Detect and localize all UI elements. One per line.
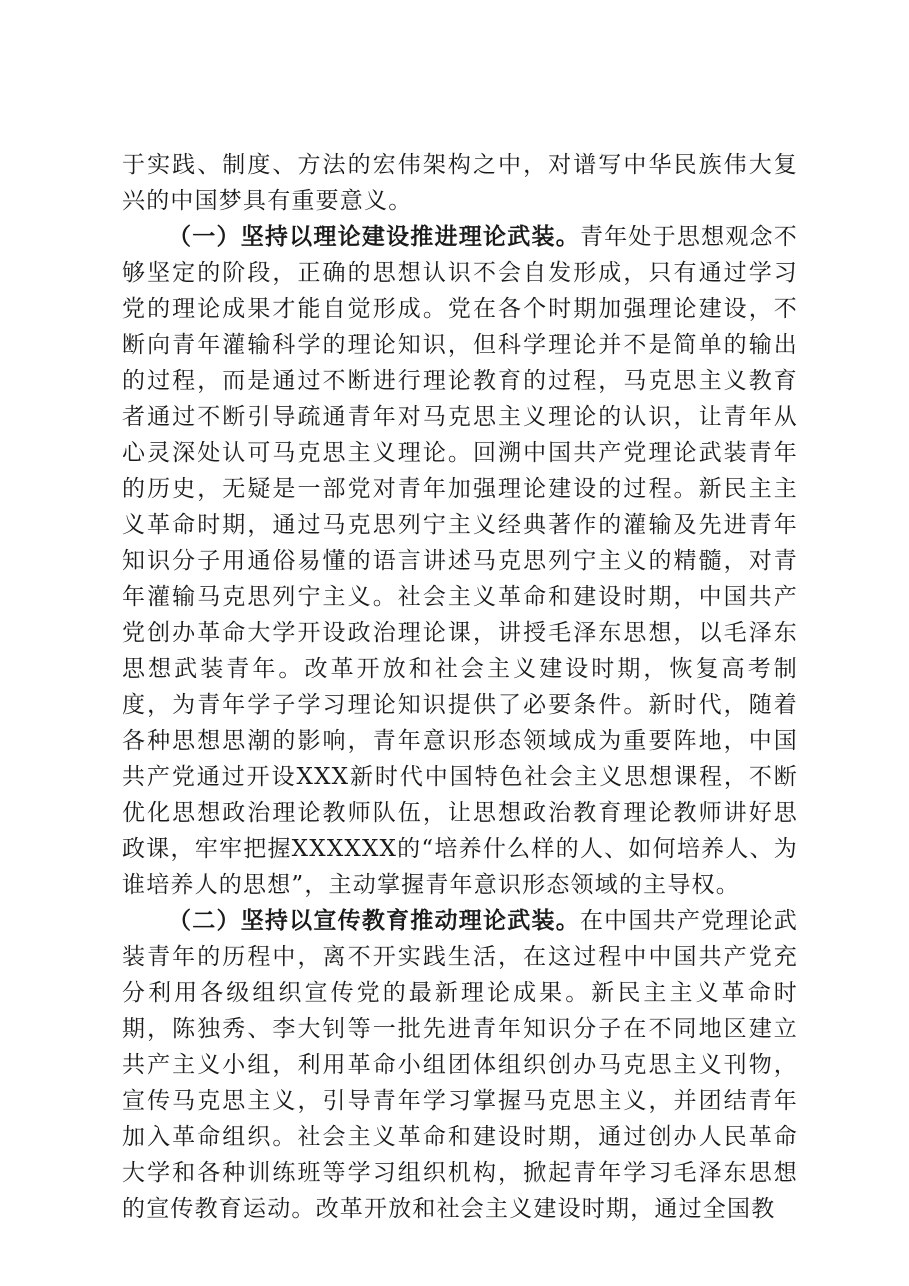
document-page xyxy=(122,147,798,1227)
paragraph-body: 在中国共产党理论武装青年的历程中，离不开实践生活，在这过程中中国共产党充分利用各级组织宣传党的最新理论成果。新民主主义革命时期，陈独秀、李大钊等一批先进青年知识分子在不同地区建立共产主义小组，利用革命小组团体组织创办马克思主义刊物，宣传马克思主义，引导青年学习掌握马克思主义，并团结青年加入革命组织。社会主义革命和建设时期，通过创办人民革命大学和各种训练班等学习组织机构，掀起青年学习毛泽东思想的宣传教育运动。改革开放和社会主义建设时期，通过全国教 xyxy=(122,908,798,1222)
paragraph-body: 于实践、制度、方法的宏伟架构之中，对谱写中华民族伟大复兴的中国梦具有重要意义。 xyxy=(122,152,798,214)
paragraph-body: 青年处于思想观念不够坚定的阶段，正确的思想认识不会自发形成，只有通过学习党的理论成果才能自觉形成。党在各个时期加强理论建设，不断向青年灌输科学的理论知识，但科学理论并不是简单的输出的过程，而是通过不断进行理论教育的过程，马克思主义教育者通过不断引导疏通青年对马克思主义理论的认识，让青年从心灵深处认可马克思主义理论。回溯中国共产党理论武装青年的历史，无疑是一部党对青年加强理论建设的过程。新民主主义革命时期，通过马克思列宁主义经典著作的灌输及先进青年知识分子用通俗易懂的语言讲述马克思列宁主义的精髓，对青年灌输马克思列宁主义。社会主义革命和建设时期，中国共产党创办革命大学开设政治理论课，讲授毛泽东思想，以毛泽东思想武装青年。改革开放和社会主义建设时期，恢复高考制度，为青年学子学习理论知识提供了必要条件。新时代，随着各种思想思潮的影响，青年意识形态领域成为重要阵地，中国共产党通过开设XXX新时代中国特色社会主义思想课程，不断优化思想政治理论教师队伍，让思想政治教育理论教师讲好思政课，牢牢把握XXXXXX的“培养什么样的人、如何培养人、为谁培养人的思想”，主动掌握青年意识形态领域的主导权。 xyxy=(122,224,798,898)
paragraph-section-1 xyxy=(122,219,798,903)
paragraph-section-2 xyxy=(122,903,798,1227)
paragraph-continuation xyxy=(122,147,798,219)
section-heading: （二）坚持以宣传教育推动理论武装。 xyxy=(168,907,580,934)
section-heading: （一）坚持以理论建设推进理论武装。 xyxy=(168,223,580,250)
